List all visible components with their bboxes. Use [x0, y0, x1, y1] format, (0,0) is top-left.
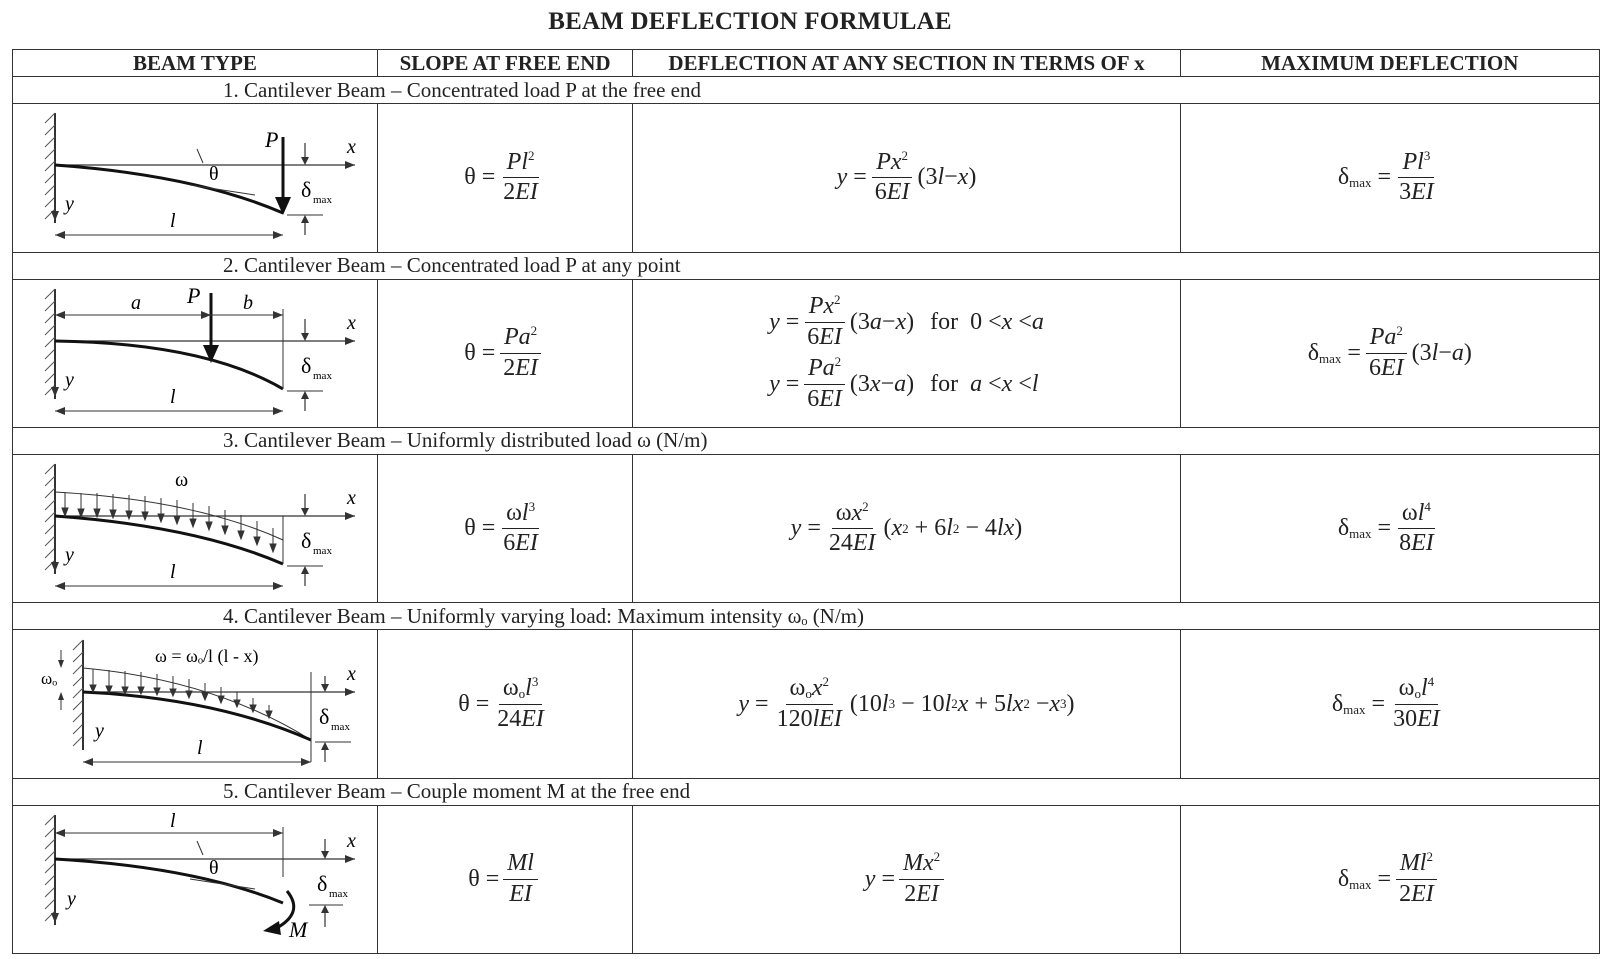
- header-row: [13, 50, 1600, 77]
- label-y: y: [66, 887, 76, 910]
- deflection-cell-5: [633, 805, 1180, 953]
- cantilever-varying-load-diagram: [25, 632, 365, 772]
- slope-cell-2: [377, 279, 633, 427]
- beam-diagram-4: [13, 630, 378, 778]
- section-row-1: [13, 77, 1600, 104]
- deflection-formula-stack: [769, 293, 1044, 413]
- max-deflection-cell-3: [1180, 455, 1599, 603]
- slope-formula: θ = $\frac{\omega l^3}{6EI}$: [464, 498, 538, 557]
- cantilever-couple-moment-diagram: [25, 807, 365, 947]
- max-deflection-formula: $\delta_{max}$ = $\frac{Ml^2}{2EI}$: [1338, 850, 1442, 908]
- deflection-cell-3: [633, 455, 1180, 603]
- slope-formula: θ = $\frac{Pa^2}{2EI}$: [464, 324, 546, 382]
- table-row: [13, 805, 1600, 953]
- beam-diagram-2: [13, 279, 378, 427]
- label-x: x: [346, 662, 356, 685]
- deflection-formula: y = $\frac{Px^2}{6EI}$ (3 l − x ): [836, 147, 977, 206]
- label-delta: δ: [318, 703, 330, 729]
- label-omega-o: ωₒ: [40, 668, 57, 688]
- label-p: P: [186, 282, 201, 308]
- slope-formula: θ = $\frac{Pl^2}{2EI}$: [464, 147, 538, 206]
- label-omega: ω: [174, 469, 189, 492]
- page-title: BEAM DEFLECTION FORMULAE: [548, 8, 952, 35]
- label-y: y: [64, 193, 74, 216]
- beam-diagram-1: [13, 104, 378, 252]
- section-label-3: 3. Cantilever Beam – Uniformly distributed load ω (N/m): [13, 427, 1600, 454]
- max-deflection-cell-1: [1180, 104, 1599, 252]
- label-max: max: [312, 194, 332, 207]
- cantilever-point-load-any-point-diagram: [25, 281, 365, 421]
- label-l: l: [169, 561, 176, 584]
- label-l: l: [196, 736, 203, 759]
- section-label-4: 4. Cantilever Beam – Uniformly varying load: Maximum intensity ωₒ (N/m): [13, 603, 1600, 630]
- max-deflection-formula: $\delta_{max}$ = $\frac{\omega_ol^4}{30EI}$: [1331, 673, 1440, 732]
- section-row-4: [13, 603, 1600, 630]
- label-l: l: [169, 809, 176, 832]
- section-label-5: 5. Cantilever Beam – Couple moment M at the free end: [13, 778, 1600, 805]
- deflection-cell-1: [633, 104, 1180, 252]
- beam-diagram-3: [13, 455, 378, 603]
- label-max: max: [330, 720, 350, 733]
- slope-cell-3: [377, 455, 633, 603]
- slope-formula: θ = $\frac{\omega_ol^3}{24EI}$: [458, 673, 544, 732]
- header-beam-type: BEAM TYPE: [13, 50, 378, 77]
- label-y: y: [94, 719, 104, 742]
- label-max: max: [328, 887, 348, 900]
- label-x: x: [346, 829, 356, 852]
- cantilever-udl-diagram: [25, 456, 365, 596]
- deflection-formula: y = $\frac{Mx^2}{2EI}$: [865, 850, 948, 908]
- max-deflection-cell-2: [1180, 279, 1599, 427]
- table-row: [13, 104, 1600, 252]
- label-x: x: [346, 311, 356, 334]
- table-row: [13, 279, 1600, 427]
- section-row-5: [13, 778, 1600, 805]
- label-l: l: [169, 385, 176, 408]
- max-deflection-cell-4: [1180, 630, 1599, 778]
- label-y: y: [64, 544, 74, 567]
- label-max: max: [312, 545, 332, 558]
- deflection-formula: y = $\frac{\omega x^2}{24EI}$ ( x 2 + 6 l 2 − 4 lx ): [790, 498, 1023, 557]
- header-slope: SLOPE AT FREE END: [377, 50, 633, 77]
- label-a: a: [130, 291, 141, 314]
- beam-diagram-5: [13, 805, 378, 953]
- label-x: x: [346, 487, 356, 510]
- deflection-formula: y = $\frac{Pa^2}{6EI}$ (3 x − a ) for a < x < l: [769, 354, 1039, 412]
- section-label-2: 2. Cantilever Beam – Concentrated load P at any point: [13, 252, 1600, 279]
- label-varying-load: ω = ωₒ/l (l - x): [154, 645, 259, 666]
- section-label-1: 1. Cantilever Beam – Concentrated load P at the free end: [13, 77, 1600, 104]
- section-row-3: [13, 427, 1600, 454]
- beam-deflection-table: [12, 49, 1600, 954]
- label-x: x: [346, 136, 356, 159]
- label-delta: δ: [300, 177, 312, 203]
- slope-cell-1: [377, 104, 633, 252]
- max-deflection-formula: $\delta_{max}$ = $\frac{Pl^3}{3EI}$: [1337, 147, 1434, 206]
- max-deflection-formula: $\delta_{max}$ = $\frac{\omega l^4}{8EI}$: [1337, 498, 1434, 557]
- section-row-2: [13, 252, 1600, 279]
- label-b: b: [242, 291, 253, 314]
- label-theta: θ: [208, 856, 219, 879]
- table-row: [13, 630, 1600, 778]
- label-delta: δ: [300, 528, 312, 554]
- label-max: max: [312, 369, 332, 382]
- slope-cell-4: [377, 630, 633, 778]
- label-p: P: [264, 127, 279, 153]
- label-y: y: [64, 368, 74, 391]
- header-max-deflection: MAXIMUM DEFLECTION: [1180, 50, 1599, 77]
- table-row: [13, 455, 1600, 603]
- deflection-formula: y = $\frac{\omega_ox^2}{\text{120lEI}}$ (10 l 3 − 10 l 2 x + 5 lx 2 − x 3 ): [738, 673, 1075, 732]
- deflection-cell-4: [633, 630, 1180, 778]
- label-m: M: [288, 916, 308, 942]
- slope-cell-5: [377, 805, 633, 953]
- cantilever-point-load-free-end-diagram: [25, 105, 365, 245]
- deflection-formula: y = $\frac{Px^2}{6EI}$ (3 a − x ) for 0 < x < a: [769, 292, 1044, 350]
- label-delta: δ: [300, 352, 312, 378]
- slope-formula: θ = $\frac{Ml}{EI}$: [468, 850, 542, 908]
- label-l: l: [169, 210, 176, 233]
- deflection-cell-2: [633, 279, 1180, 427]
- label-theta: θ: [208, 163, 219, 186]
- max-deflection-formula: $\delta_{max}$ = $\frac{Pa^2}{6EI}$ (3 l − a ): [1307, 323, 1472, 381]
- max-deflection-cell-5: [1180, 805, 1599, 953]
- header-deflection: DEFLECTION AT ANY SECTION IN TERMS OF x: [633, 50, 1180, 77]
- label-delta: δ: [316, 870, 328, 896]
